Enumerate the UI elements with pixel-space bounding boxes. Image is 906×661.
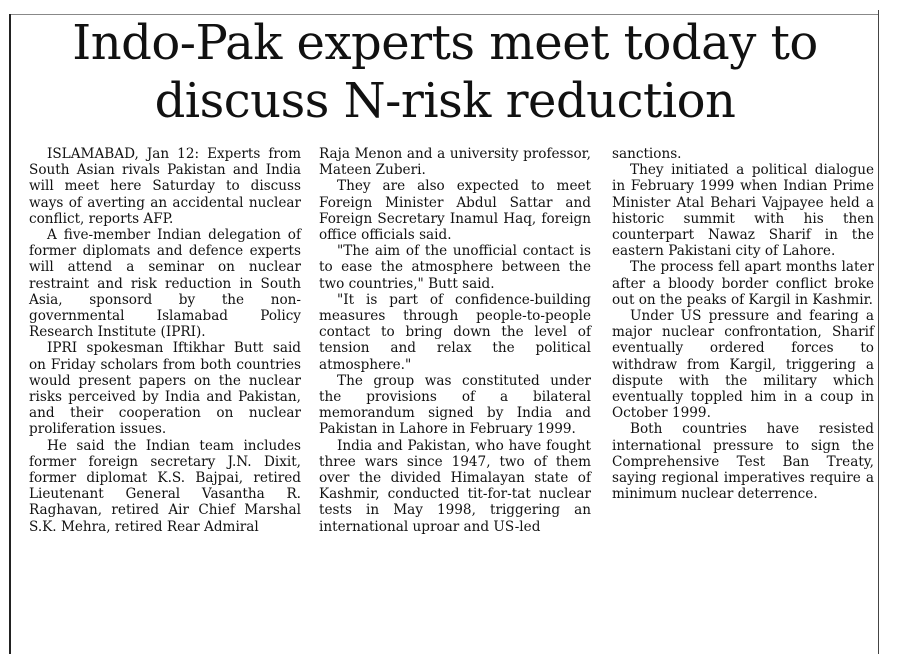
article-paragraph: "It is part of confidence-building measures through people-to-people contact to bring down the level of tension and relax the political atmosphere.": [319, 291, 591, 373]
article-column-1: [29, 146, 301, 535]
article-paragraph: "The aim of the unofficial contact is to ease the atmosphere between the two countries," Butt said.: [319, 243, 591, 292]
article-paragraph-continued: Raja Menon and a university professor, Mateen Zuberi.: [319, 146, 591, 179]
headline: [14, 14, 876, 130]
headline-line-1: Indo-Pak experts meet today to: [72, 15, 818, 71]
article-paragraph: A five-member Indian delegation of former diplomats and defence experts will attend a seminar on nuclear restraint and risk reduction in South Asia, sponsord by the non-governmental Islamabad Policy Research Institute (IPRI).: [29, 227, 301, 341]
article-column-2: [319, 146, 591, 535]
article-paragraph: Under US pressure and fearing a major nuclear confrontation, Sharif eventually ordered forces to withdraw from Kargil, triggering a dispute with the military which eventually toppled him in a coup in October 1999.: [612, 308, 874, 422]
headline-line-2: discuss N-risk reduction: [154, 73, 736, 129]
article-paragraph: Both countries have resisted international pressure to sign the Comprehensive Test Ban Treaty, saying regional imperatives require a minimum nuclear deterrence.: [612, 421, 874, 503]
article-paragraph: They initiated a political dialogue in February 1999 when Indian Prime Minister Atal Behari Vajpayee held a historic summit with his then counterpart Nawaz Sharif in the eastern Pakistani city of Lahore.: [612, 162, 874, 260]
article-paragraph: They are also expected to meet Foreign Minister Abdul Sattar and Foreign Secretary Inamul Haq, foreign office officials said.: [319, 178, 591, 244]
article-paragraph: He said the Indian team includes former foreign secretary J.N. Dixit, former diplomat K.S. Bajpai, retired Lieutenant General Vasantha R. Raghavan, retired Air Chief Marshal S.K. Mehra, retired Rear Admiral: [29, 437, 301, 535]
article-paragraph-continued: sanctions.: [612, 146, 682, 162]
article-column-3: [612, 146, 874, 502]
article-paragraph: The process fell apart months later after a bloody border conflict broke out on the peaks of Kargil in Kashmir.: [612, 259, 874, 308]
article-paragraph: India and Pakistan, who have fought three wars since 1947, two of them over the divided Himalayan state of Kashmir, conducted tit-for-tat nuclear tests in May 1998, triggering an international uproar and US-led: [319, 437, 591, 535]
article-paragraph: IPRI spokesman Iftikhar Butt said on Friday scholars from both countries would present papers on the nuclear risks perceived by India and Pakistan, and their cooperation on nuclear proliferation issues.: [29, 340, 301, 438]
article-paragraph: ISLAMABAD, Jan 12: Experts from South Asian rivals Pakistan and India will meet here Saturday to discuss ways of averting an accidental nuclear conflict, reports AFP.: [29, 146, 301, 227]
article-body: [0, 146, 906, 661]
article-paragraph: The group was constituted under the provisions of a bilateral memorandum signed by India and Pakistan in Lahore in February 1999.: [319, 372, 591, 438]
